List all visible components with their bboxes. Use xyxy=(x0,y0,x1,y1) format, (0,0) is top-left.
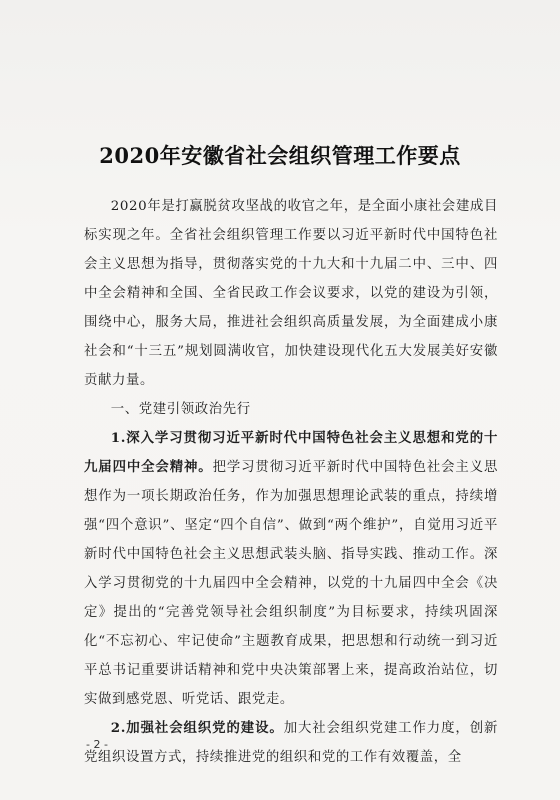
document-title: 2020年安徽省社会组织管理工作要点 xyxy=(99,143,461,168)
item-2-title: 2.加强社会组织党的建设。 xyxy=(110,720,284,736)
item-2-body: 加大社会组织党建工作力度，创新党组织设置方式，持续推进党的组织和党的工作有效覆盖，全 xyxy=(84,721,498,765)
item-2-paragraph xyxy=(84,714,498,772)
section-heading: 一、党建引领政治先行 xyxy=(110,402,251,417)
page-number: - 2 - xyxy=(86,738,108,751)
item-1-paragraph xyxy=(84,424,498,714)
intro-paragraph: 2020年是打赢脱贫攻坚战的收官之年，是全面小康社会建成目标实现之年。全省社会组织管理工作要以习近平新时代中国特色社会主义思想为指导，贯彻落实党的十九大和十九届二中、三中、四中全会精神和全国、全省民政工作会议要求，以党的建设为引领，围绕中心，服务大局，推进社会组织高质量发展，为全面建成小康社会和“十三五”规划圆满收官，加快建设现代化五大发展美好安徽贡献力量。 xyxy=(84,199,498,388)
item-1-body: 把学习贯彻习近平新时代中国特色社会主义思想作为一项长期政治任务，作为加强思想理论武装的重点，持续增强“四个意识”、坚定“四个自信”、做到“两个维护”，自觉用习近平新时代中国特色社会主义思想武装头脑、指导实践、推动工作。深入学习贯彻党的十九届四中全会精神，以党的十九届四中全会《决定》提出的“完善党领导社会组织制度”为目标要求，持续巩固深化“不忘初心、牢记使命”主题教育成果，把思想和行动统一到习近平总书记重要讲话精神和党中央决策部署上来，提高政治站位，切实做到感党恩、听党话、跟党走。 xyxy=(84,460,498,707)
item-1-title: 1.深入学习贯彻习近平新时代中国特色社会主义思想和党的十九届四中全会精神。 xyxy=(84,430,498,475)
document-body xyxy=(84,192,498,772)
